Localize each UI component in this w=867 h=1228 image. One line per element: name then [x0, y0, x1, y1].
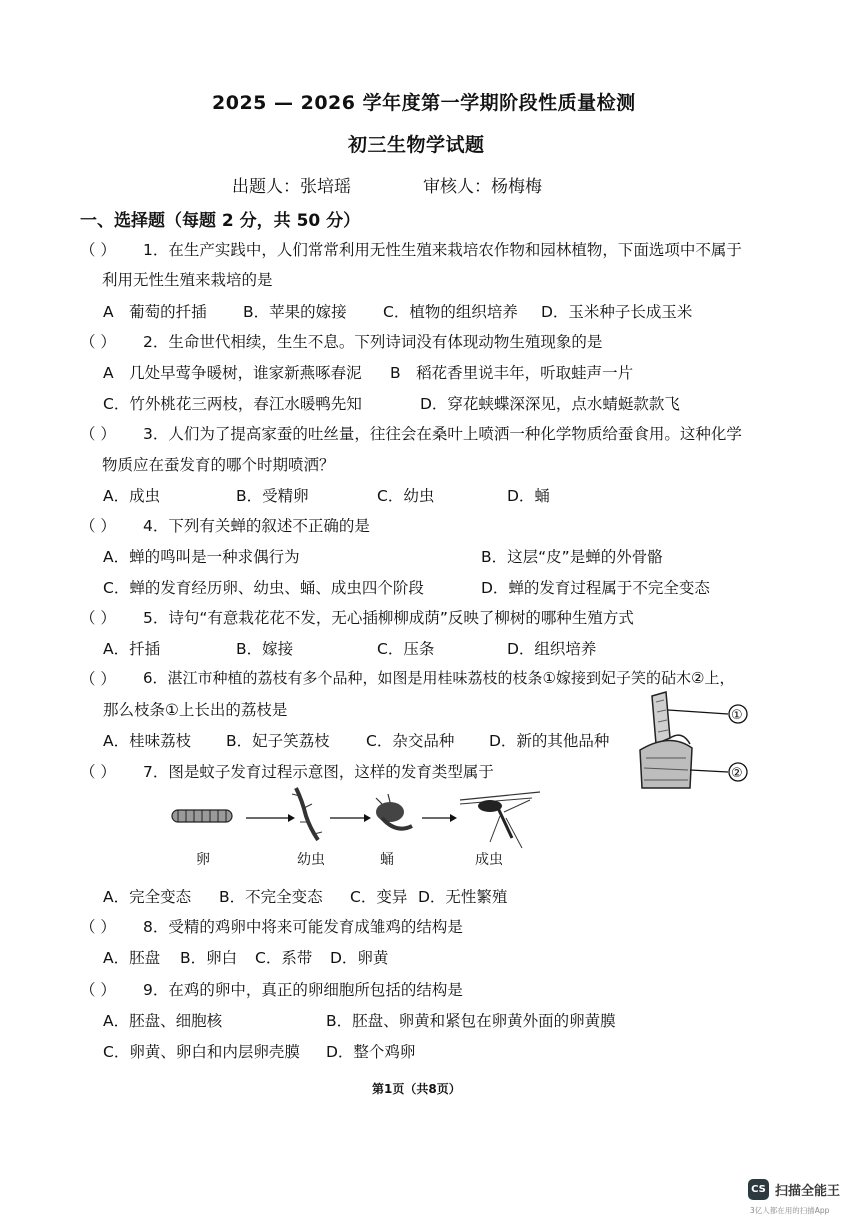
question-stem-cont: 那么枝条①上长出的荔枝是 [103, 701, 288, 719]
question-stem: 9．在鸡的卵中，真正的卵细胞所包括的结构是 [143, 981, 463, 999]
answer-paren[interactable]: （ ） [80, 517, 116, 535]
option-a: A．成虫 [103, 487, 161, 505]
option-b: B 稻花香里说丰年，听取蛙声一片 [390, 364, 634, 382]
answer-paren[interactable]: （ ） [80, 918, 116, 936]
exam-subtitle: 初三生物学试题 [348, 134, 485, 156]
question-stem: 2．生命世代相续，生生不息。下列诗词没有体现动物生殖现象的是 [143, 333, 603, 351]
question-stem: 5．诗句“有意栽花花不发，无心插柳柳成荫”反映了柳树的哪种生殖方式 [143, 609, 634, 627]
option-d: D．卵黄 [330, 949, 389, 967]
option-c: C．植物的组织培养 [383, 303, 518, 321]
option-c: C．幼虫 [377, 487, 435, 505]
option-b: B．胚盘、卵黄和紧包在卵黄外面的卵黄膜 [326, 1012, 616, 1030]
exam-title: 2025 — 2026 学年度第一学期阶段性质量检测 [212, 92, 636, 114]
question-stem: 3．人们为了提高家蚕的吐丝量，往往会在桑叶上喷洒一种化学物质给蚕食用。这种化学 [143, 425, 742, 443]
author-line: 出题人：张培瑶 [232, 177, 351, 197]
figure-label-1: ① [731, 708, 743, 723]
page-number: 第1页（共8页） [372, 1082, 461, 1096]
question-stem: 4．下列有关蝉的叙述不正确的是 [143, 517, 370, 535]
answer-paren[interactable]: （ ） [80, 333, 116, 351]
answer-paren[interactable]: （ ） [80, 763, 116, 781]
rootstock [640, 740, 692, 788]
answer-paren[interactable]: （ ） [80, 981, 116, 999]
answer-paren[interactable]: （ ） [80, 241, 116, 259]
answer-paren[interactable]: （ ） [80, 425, 116, 443]
option-a: A．蝉的鸣叫是一种求偶行为 [103, 548, 300, 566]
figure-label-2: ② [731, 766, 743, 781]
answer-paren[interactable]: （ ） [80, 609, 116, 627]
scanner-brand: 扫描全能王 [775, 1184, 841, 1199]
option-a: A 葡萄的扦插 [103, 303, 207, 321]
option-a: A．完全变态 [103, 888, 192, 906]
option-c: C．蝉的发育经历卵、幼虫、蛹、成虫四个阶段 [103, 579, 424, 597]
option-b: B．这层“皮”是蝉的外骨骼 [481, 548, 663, 566]
option-d: D．新的其他品种 [489, 732, 610, 750]
option-c: C．竹外桃花三两枝，春江水暖鸭先知 [103, 395, 362, 413]
option-a: A．胚盘 [103, 949, 161, 967]
option-b: B．妃子笑荔枝 [226, 732, 330, 750]
stage-label-pupa: 蛹 [380, 852, 394, 868]
option-d: D．整个鸡卵 [326, 1043, 416, 1061]
option-d: D．蛹 [507, 487, 550, 505]
adult-stage-drawing [460, 792, 540, 848]
option-a: A 几处早莺争暖树，谁家新燕啄春泥 [103, 364, 362, 382]
stage-label-egg: 卵 [196, 852, 210, 868]
option-d: D．穿花蛱蝶深深见，点水蜻蜓款款飞 [420, 395, 680, 413]
larva-stage-drawing [292, 788, 322, 840]
stage-label-adult: 成虫 [475, 852, 503, 868]
reviewer-line: 审核人：杨梅梅 [423, 177, 542, 197]
scanner-logo: CS [748, 1179, 769, 1200]
option-c: C．系带 [255, 949, 313, 967]
question-stem-cont: 利用无性生殖来栽培的是 [102, 271, 273, 289]
grafting-figure [630, 688, 780, 798]
option-b: B．卵白 [180, 949, 238, 967]
question-stem: 6．湛江市种植的荔枝有多个品种，如图是用桂味荔枝的枝条①嫁接到妃子笑的砧木②上， [143, 669, 735, 687]
option-a: A．扦插 [103, 640, 161, 658]
section-heading: 一、选择题（每题 2 分，共 50 分） [80, 211, 361, 231]
option-b: B．不完全变态 [219, 888, 323, 906]
option-d: D．组织培养 [507, 640, 597, 658]
pupa-stage-drawing [376, 794, 412, 829]
egg-stage-drawing [172, 810, 232, 822]
scion-branch [652, 692, 670, 744]
stage-label-larva: 幼虫 [297, 852, 325, 868]
option-d: D．蝉的发育过程属于不完全变态 [481, 579, 710, 597]
mosquito-lifecycle-figure [160, 782, 550, 872]
scanner-tagline: 3亿人都在用的扫描App [750, 1206, 830, 1215]
question-stem: 7．图是蚊子发育过程示意图，这样的发育类型属于 [143, 763, 494, 781]
option-c: C．压条 [377, 640, 435, 658]
option-d: D．玉米种子长成玉米 [541, 303, 693, 321]
option-b: B．嫁接 [236, 640, 294, 658]
option-d: D．无性繁殖 [418, 888, 508, 906]
answer-paren[interactable]: （ ） [80, 670, 116, 688]
option-c: C．变异 [350, 888, 408, 906]
option-a: A．胚盘、细胞核 [103, 1012, 223, 1030]
question-stem: 1．在生产实践中，人们常常利用无性生殖来栽培农作物和园林植物，下面选项中不属于 [143, 241, 742, 259]
option-c: C．杂交品种 [366, 732, 455, 750]
question-stem-cont: 物质应在蚕发育的哪个时期喷洒？ [102, 456, 335, 474]
option-c: C．卵黄、卵白和内层卵壳膜 [103, 1043, 300, 1061]
option-a: A．桂味荔枝 [103, 732, 192, 750]
option-b: B．受精卵 [236, 487, 309, 505]
question-stem: 8．受精的鸡卵中将来可能发育成雏鸡的结构是 [143, 918, 463, 936]
option-b: B．苹果的嫁接 [243, 303, 347, 321]
